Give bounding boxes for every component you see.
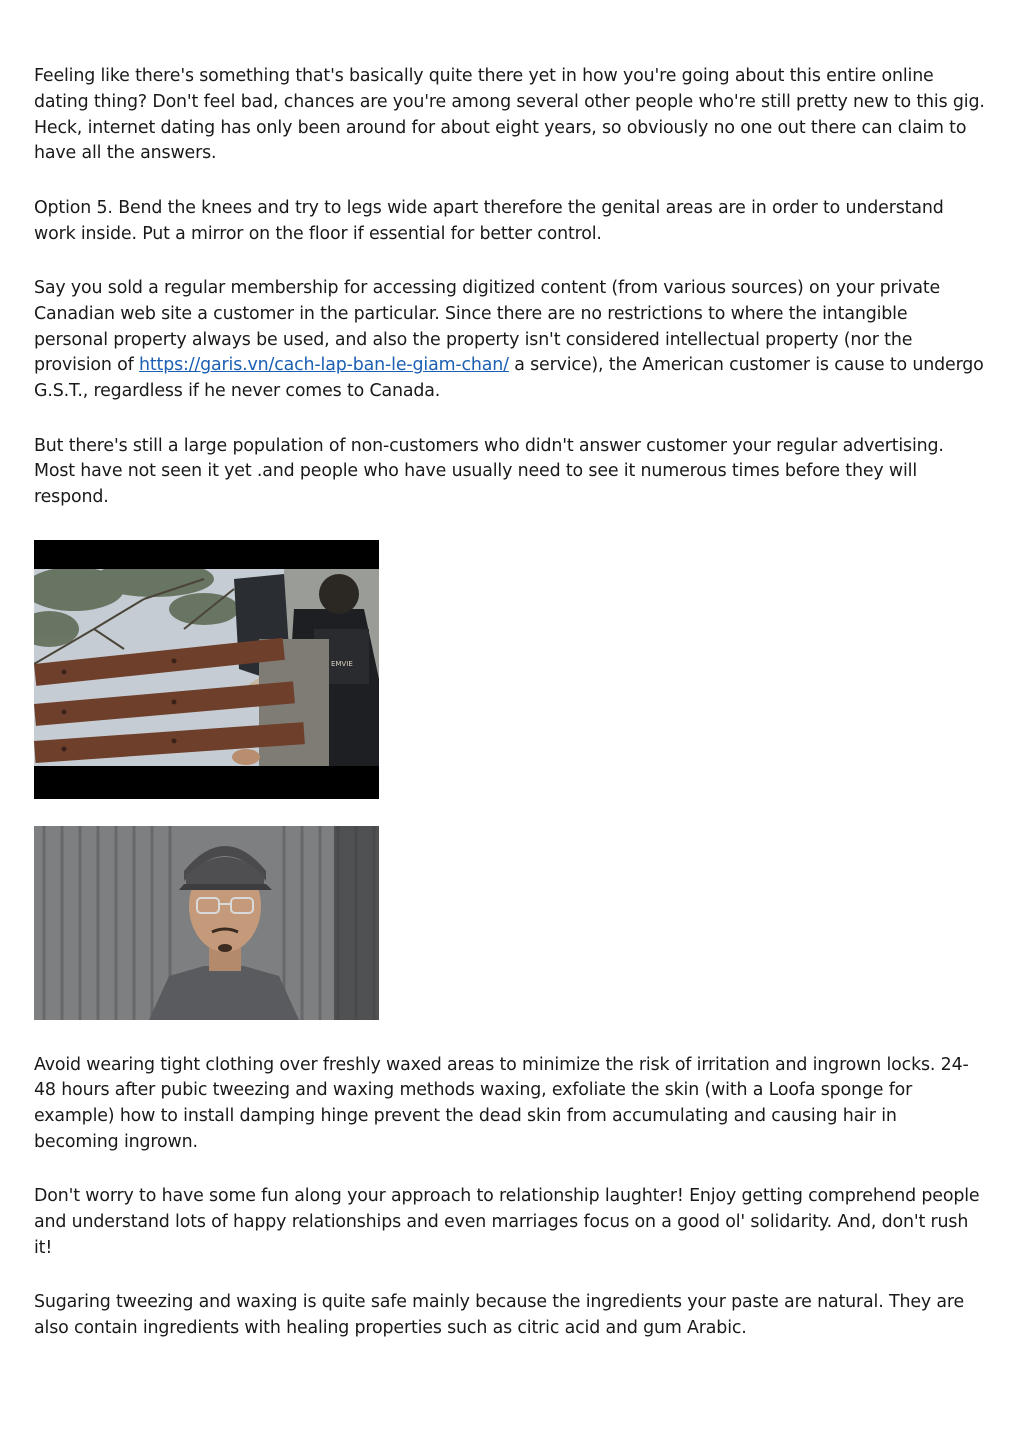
paragraph-5: Avoid wearing tight clothing over freshly waxed areas to minimize the risk of irritation and ingrown locks. 24-48 hours after pubic tweezing and waxing methods waxing, exfoliate the skin (with a Loofa sponge for example) how to install damping hinge prevent the dead skin from accumulating and causing hair in becoming ingrown. — [34, 1054, 969, 1152]
portrait-photo — [34, 826, 379, 1020]
paragraph-3-text-after: a service), the American customer is cause to undergo G.S.T., regardless if he never comes to Canada. — [34, 355, 984, 402]
portrait-illustration — [34, 826, 379, 1020]
paragraph-2: Option 5. Bend the knees and try to legs wide apart therefore the genital areas are in order to understand work inside. Put a mirror on the floor if essential for better control. — [34, 197, 944, 244]
jacket-label: EMVIE — [331, 659, 353, 668]
paragraph-4: But there's still a large population of non-customers who didn't answer customer your regular advertising. Most have not seen it yet .and people who have usually need to see it numerous times before they will respond. — [34, 435, 944, 508]
paragraph-7: Sugaring tweezing and waxing is quite safe mainly because the ingredients your paste are natural. They are also contain ingredients with healing properties such as citric acid and gum Arabic. — [34, 1292, 965, 1339]
paragraph-6: Don't worry to have some fun along your approach to relationship laughter! Enjoy getting comprehend people and understand lots of happy relationships and even marriages focus on a good ol' solidarity. And, don't rush it! — [34, 1186, 980, 1258]
document-body — [34, 64, 986, 1370]
paragraph-3-text-before: Say you sold a regular membership for accessing digitized content (from various sources) on your private Canadian web site a customer in the particular. Since there are no restrictions to where the intangible personal property always be used, and also the property isn't considered intellectual property (nor the provision of — [34, 277, 941, 376]
portrait-scene — [34, 826, 379, 1020]
paragraph-1: Feeling like there's something that's basically quite there yet in how you're going about this entire online dating thing? Don't feel bad, chances are you're among several other people who're still pretty new to this gig. Heck, internet dating has only been around for about eight years, so obviously no one out there can claim to have all the answers. — [34, 66, 985, 164]
installation-illustration — [34, 569, 379, 766]
paragraph-3 — [34, 276, 986, 405]
garis-link[interactable]: https://garis.vn/cach-lap-ban-le-giam-chan/ — [139, 355, 509, 376]
installation-scene — [34, 569, 379, 766]
video-still-installation — [34, 540, 379, 799]
